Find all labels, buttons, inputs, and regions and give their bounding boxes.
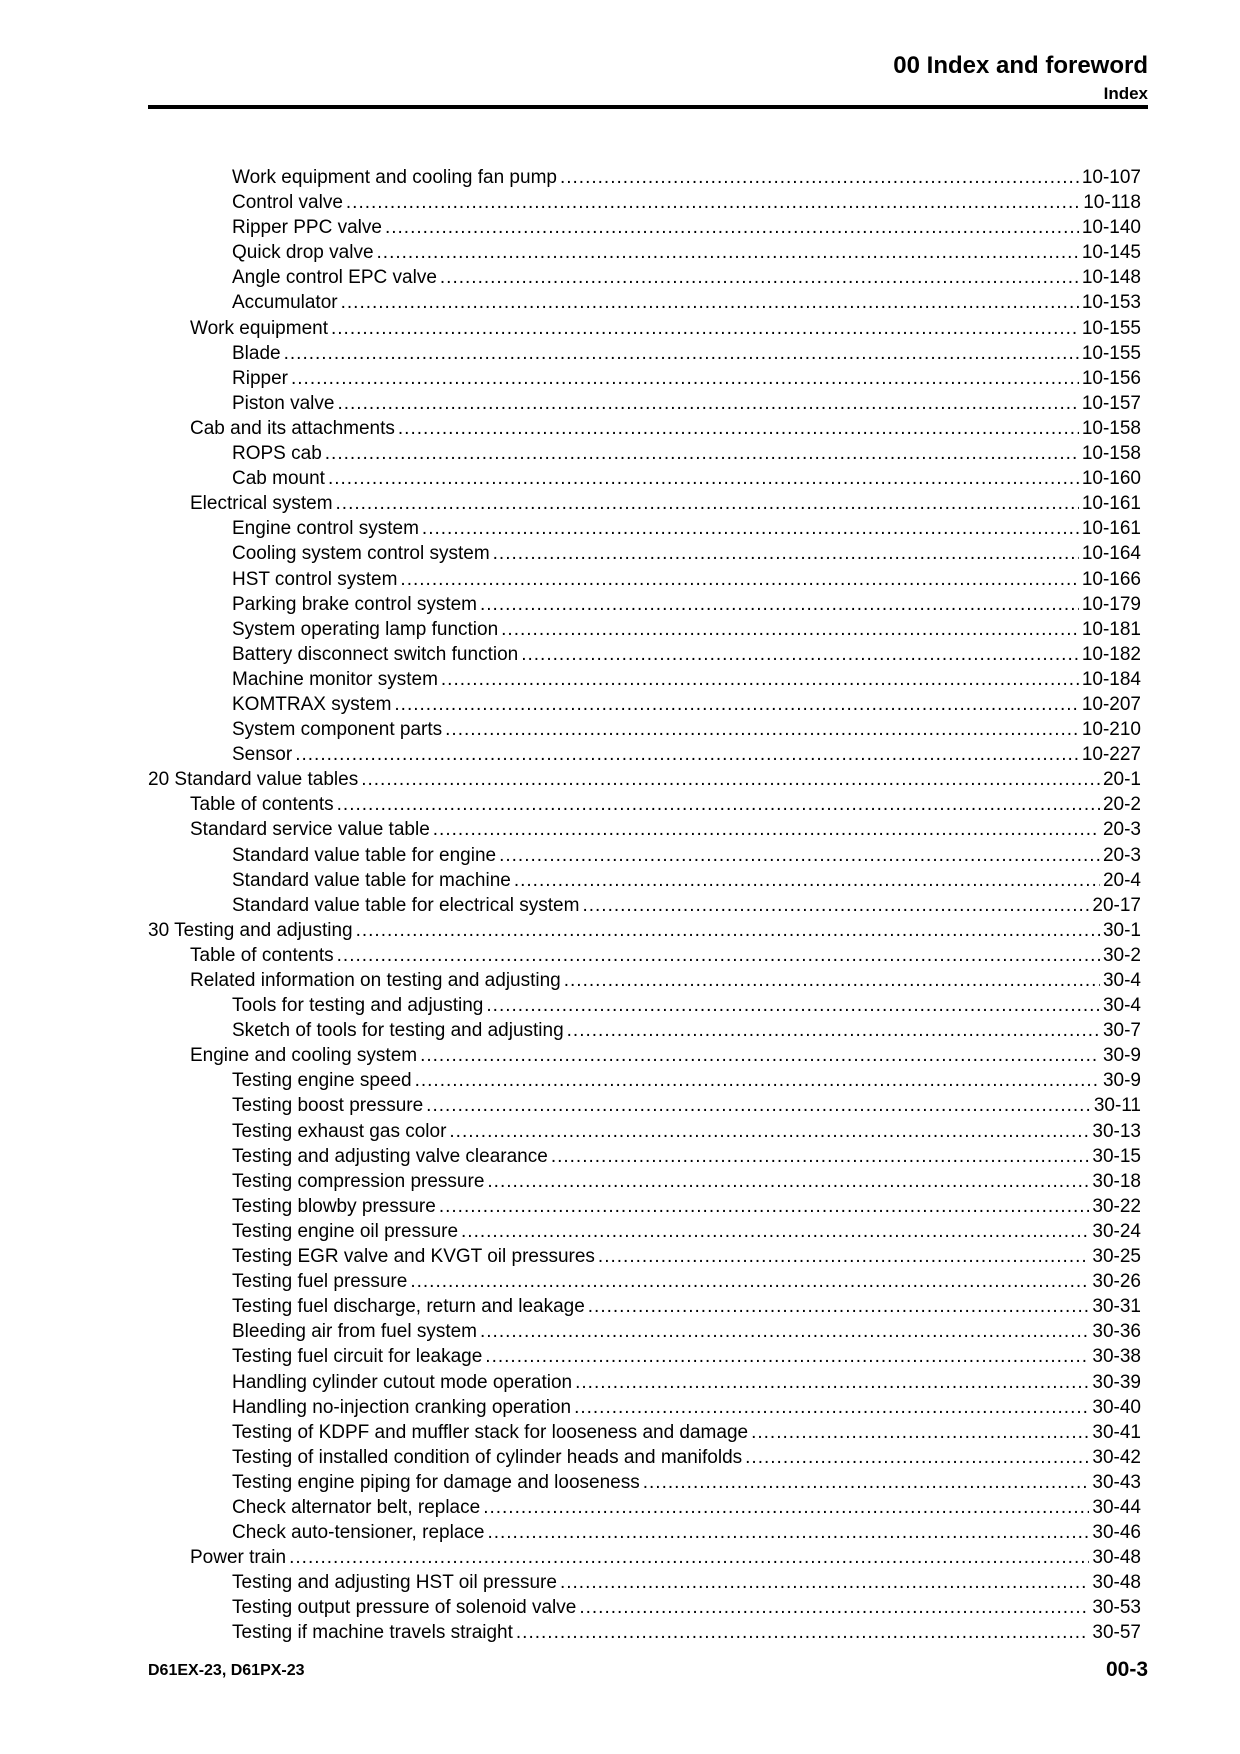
toc-entry-title: Ripper xyxy=(232,367,288,389)
toc-entry-page: 10-161 xyxy=(1081,493,1141,515)
toc-entry-page: 30-53 xyxy=(1092,1597,1141,1619)
toc-entry-page: 10-155 xyxy=(1081,317,1141,339)
machine-model: D61EX-23, D61PX-23 xyxy=(148,1662,305,1679)
toc-entry-title: Blade xyxy=(232,342,281,364)
toc-entry[interactable] xyxy=(148,1470,1141,1495)
toc-entry-title: Check auto-tensioner, replace xyxy=(232,1522,485,1544)
toc-entry-page: 30-39 xyxy=(1092,1371,1141,1393)
toc-entry-title: Bleeding air from fuel system xyxy=(232,1321,477,1343)
toc-entry-title: Testing fuel circuit for leakage xyxy=(232,1346,483,1368)
toc-entry-title: 20 Standard value tables xyxy=(148,769,359,791)
toc-entry-page: 10-181 xyxy=(1081,618,1141,640)
toc-entry-title: Testing of installed condition of cylinder heads and manifolds xyxy=(232,1446,743,1468)
toc-entry-page: 10-145 xyxy=(1081,242,1141,264)
toc-entry-page: 10-182 xyxy=(1081,643,1141,665)
toc-entry[interactable] xyxy=(148,1545,1141,1570)
dot-leader xyxy=(291,366,1079,391)
toc-entry[interactable] xyxy=(148,1018,1141,1043)
toc-entry-title: 30 Testing and adjusting xyxy=(148,919,353,941)
dot-leader xyxy=(420,1043,1100,1068)
toc-entry[interactable] xyxy=(148,1395,1141,1420)
dot-leader xyxy=(745,1445,1089,1470)
toc-entry[interactable] xyxy=(148,265,1141,290)
toc-entry-title: Cooling system control system xyxy=(232,543,490,565)
toc-entry-title: Testing exhaust gas color xyxy=(232,1120,447,1142)
toc-entry-page: 10-158 xyxy=(1081,443,1141,465)
toc-entry-page: 10-156 xyxy=(1081,367,1141,389)
toc-entry[interactable] xyxy=(148,1595,1141,1620)
toc-entry-page: 30-4 xyxy=(1102,995,1141,1017)
toc-entry-title: Quick drop valve xyxy=(232,242,374,264)
toc-entry-title: Engine control system xyxy=(232,518,419,540)
toc-entry-page: 30-42 xyxy=(1092,1446,1141,1468)
toc-entry[interactable] xyxy=(148,240,1141,265)
toc-entry-page: 30-11 xyxy=(1093,1095,1141,1117)
toc-entry-title: System operating lamp function xyxy=(232,618,499,640)
toc-entry-title: Testing fuel pressure xyxy=(232,1271,408,1293)
dot-leader xyxy=(337,391,1078,416)
toc-entry[interactable] xyxy=(148,541,1141,566)
dot-leader xyxy=(564,968,1100,993)
dot-leader xyxy=(579,1595,1089,1620)
toc-entry-title: Handling no-injection cranking operation xyxy=(232,1396,572,1418)
toc-entry[interactable] xyxy=(148,642,1141,667)
dot-leader xyxy=(514,868,1100,893)
dot-leader xyxy=(289,1545,1089,1570)
dot-leader xyxy=(567,1018,1100,1043)
toc-entry-title: Testing EGR valve and KVGT oil pressures xyxy=(232,1246,595,1268)
toc-entry-title: Related information on testing and adjusting xyxy=(190,970,561,991)
toc-entry[interactable] xyxy=(148,1495,1141,1520)
dot-leader xyxy=(426,1093,1091,1118)
toc-entry-page: 30-41 xyxy=(1092,1421,1141,1443)
toc-entry-page: 30-40 xyxy=(1092,1396,1141,1418)
toc-entry[interactable] xyxy=(148,290,1141,315)
toc-entry-title: Work equipment xyxy=(190,317,328,339)
dot-leader xyxy=(461,1219,1089,1244)
toc-entry-page: 10-153 xyxy=(1081,292,1141,314)
dot-leader xyxy=(493,541,1079,566)
toc-entry[interactable] xyxy=(148,717,1141,742)
toc-entry-page: 30-31 xyxy=(1092,1296,1141,1318)
toc-entry-title: Testing of KDPF and muffler stack for looseness and damage xyxy=(232,1421,749,1443)
toc-entry[interactable] xyxy=(148,968,1141,993)
toc-entry-page: 30-22 xyxy=(1092,1195,1141,1217)
dot-leader xyxy=(415,1068,1100,1093)
toc-entry[interactable] xyxy=(148,742,1141,767)
toc-entry-page: 20-4 xyxy=(1102,869,1141,891)
dot-leader xyxy=(445,717,1079,742)
toc-entry-page: 30-1 xyxy=(1102,919,1141,941)
dot-leader xyxy=(394,692,1078,717)
toc-entry-title: Standard value table for machine xyxy=(232,869,511,891)
dot-leader xyxy=(346,190,1080,215)
toc-entry[interactable] xyxy=(148,1620,1141,1645)
toc-entry[interactable] xyxy=(148,491,1141,516)
section-subtitle: Index xyxy=(1103,84,1148,103)
toc-entry-title: Testing engine speed xyxy=(232,1070,412,1092)
dot-leader xyxy=(487,1520,1089,1545)
dot-leader xyxy=(485,1344,1089,1369)
dot-leader xyxy=(398,416,1079,441)
dot-leader xyxy=(575,1370,1089,1395)
toc-entry-page: 20-1 xyxy=(1102,769,1141,791)
dot-leader xyxy=(499,843,1100,868)
dot-leader xyxy=(560,165,1079,190)
toc-entry[interactable] xyxy=(148,1169,1141,1194)
toc-entry-title: Testing and adjusting valve clearance xyxy=(232,1145,548,1167)
section-title: 00 Index and foreword xyxy=(893,52,1148,79)
dot-leader xyxy=(337,943,1100,968)
dot-leader xyxy=(400,567,1078,592)
toc-entry[interactable] xyxy=(148,1570,1141,1595)
toc-entry-title: Work equipment and cooling fan pump xyxy=(232,167,557,188)
toc-entry-title: Battery disconnect switch function xyxy=(232,643,519,665)
toc-entry-title: Standard value table for engine xyxy=(232,844,497,866)
toc-entry-page: 30-18 xyxy=(1092,1170,1141,1192)
toc-entry-page: 30-9 xyxy=(1102,1070,1141,1092)
toc-entry-title: Tools for testing and adjusting xyxy=(232,995,484,1017)
toc-entry-page: 20-3 xyxy=(1102,819,1141,841)
toc-entry[interactable] xyxy=(148,1344,1141,1369)
toc-entry-page: 10-227 xyxy=(1081,744,1141,766)
toc-entry[interactable] xyxy=(148,1119,1141,1144)
toc-entry-title: KOMTRAX system xyxy=(232,693,392,715)
dot-leader xyxy=(284,341,1079,366)
toc-entry[interactable] xyxy=(148,391,1141,416)
toc-entry-title: Engine and cooling system xyxy=(190,1045,418,1067)
dot-leader xyxy=(341,290,1079,315)
toc-entry[interactable] xyxy=(148,817,1141,842)
toc-entry-title: Testing output pressure of solenoid valve xyxy=(232,1597,577,1619)
toc-entry[interactable] xyxy=(148,792,1141,817)
toc-entry[interactable] xyxy=(148,592,1141,617)
dot-leader xyxy=(486,993,1100,1018)
toc-entry[interactable] xyxy=(148,1420,1141,1445)
dot-leader xyxy=(501,617,1079,642)
toc-entry-title: Testing engine oil pressure xyxy=(232,1220,459,1242)
toc-entry-page: 10-155 xyxy=(1081,342,1141,364)
toc-entry-page: 10-166 xyxy=(1081,568,1141,590)
toc-entry[interactable] xyxy=(148,1269,1141,1294)
dot-leader xyxy=(487,1169,1089,1194)
dot-leader xyxy=(643,1470,1090,1495)
toc-entry-title: Testing boost pressure xyxy=(232,1095,424,1117)
toc-entry-title: Accumulator xyxy=(232,292,338,314)
toc-entry-page: 30-57 xyxy=(1092,1622,1141,1644)
toc-entry-title: Sensor xyxy=(232,744,293,766)
toc-entry[interactable] xyxy=(148,918,1141,943)
toc-entry-page: 10-184 xyxy=(1081,668,1141,690)
toc-entry-title: Testing engine piping for damage and looseness xyxy=(232,1471,640,1493)
toc-entry-title: Cab and its attachments xyxy=(190,417,395,439)
dot-leader xyxy=(516,1620,1089,1645)
toc-entry-title: Testing blowby pressure xyxy=(232,1195,436,1217)
toc-entry[interactable] xyxy=(148,1244,1141,1269)
toc-entry-page: 10-161 xyxy=(1081,518,1141,540)
toc-entry-title: Testing and adjusting HST oil pressure xyxy=(232,1572,557,1594)
toc-entry-page: 30-24 xyxy=(1092,1220,1141,1242)
toc-entry[interactable] xyxy=(148,1068,1141,1093)
toc-entry-page: 10-164 xyxy=(1081,543,1141,565)
dot-leader xyxy=(325,441,1079,466)
dot-leader xyxy=(331,316,1079,341)
dot-leader xyxy=(582,893,1089,918)
toc-entry[interactable] xyxy=(148,1520,1141,1545)
toc-entry-page: 30-13 xyxy=(1092,1120,1141,1142)
toc-entry-title: Piston valve xyxy=(232,392,335,414)
toc-entry[interactable] xyxy=(148,516,1141,541)
toc-entry[interactable] xyxy=(148,1144,1141,1169)
dot-leader xyxy=(441,667,1079,692)
toc-entry-title: Control valve xyxy=(232,192,343,214)
toc-entry-page: 10-207 xyxy=(1081,693,1141,715)
toc-entry-page: 30-9 xyxy=(1102,1045,1141,1067)
dot-leader xyxy=(551,1144,1090,1169)
dot-leader xyxy=(295,742,1079,767)
toc-entry-page: 10-107 xyxy=(1081,167,1141,188)
dot-leader xyxy=(588,1294,1090,1319)
toc-entry[interactable] xyxy=(148,1294,1141,1319)
toc-entry[interactable] xyxy=(148,993,1141,1018)
toc-entry[interactable] xyxy=(148,215,1141,240)
toc-entry-title: Angle control EPC valve xyxy=(232,267,437,289)
toc-entry[interactable] xyxy=(148,366,1141,391)
toc-entry[interactable] xyxy=(148,1319,1141,1344)
toc-entry-page: 30-48 xyxy=(1092,1547,1141,1569)
toc-entry[interactable] xyxy=(148,1219,1141,1244)
toc-entry[interactable] xyxy=(148,316,1141,341)
toc-entry-title: Standard value table for electrical system xyxy=(232,894,580,916)
dot-leader xyxy=(574,1395,1089,1420)
toc-entry-title: Electrical system xyxy=(190,493,333,515)
toc-entry-title: ROPS cab xyxy=(232,443,322,465)
toc-entry[interactable] xyxy=(148,1194,1141,1219)
toc-entry[interactable] xyxy=(148,868,1141,893)
toc-entry-title: Testing compression pressure xyxy=(232,1170,485,1192)
toc-entry-page: 30-43 xyxy=(1092,1471,1141,1493)
toc-entry-page: 30-44 xyxy=(1092,1496,1141,1518)
toc-entry-title: Cab mount xyxy=(232,468,325,490)
dot-leader xyxy=(521,642,1079,667)
dot-leader xyxy=(433,817,1100,842)
toc-entry[interactable] xyxy=(148,1370,1141,1395)
toc-entry-page: 30-48 xyxy=(1092,1572,1141,1594)
toc-entry[interactable] xyxy=(148,943,1141,968)
toc-entry[interactable] xyxy=(148,466,1141,491)
dot-leader xyxy=(336,491,1079,516)
toc-entry-title: Ripper PPC valve xyxy=(232,217,382,239)
toc-entry-page: 10-179 xyxy=(1081,593,1141,615)
dot-leader xyxy=(422,516,1079,541)
toc-entry-title: Check alternator belt, replace xyxy=(232,1496,481,1518)
toc-entry[interactable] xyxy=(148,341,1141,366)
toc-entry-title: Testing fuel discharge, return and leakage xyxy=(232,1296,585,1318)
toc-entry-title: HST control system xyxy=(232,568,398,590)
toc-entry-title: Table of contents xyxy=(190,794,334,816)
dot-leader xyxy=(385,215,1079,240)
toc-entry[interactable] xyxy=(148,567,1141,592)
dot-leader xyxy=(751,1420,1089,1445)
dot-leader xyxy=(560,1570,1089,1595)
toc-entry-page: 20-2 xyxy=(1102,794,1141,816)
dot-leader xyxy=(377,240,1079,265)
toc-entry[interactable] xyxy=(148,893,1141,918)
dot-leader xyxy=(449,1119,1089,1144)
toc-entry-page: 30-25 xyxy=(1092,1246,1141,1268)
page-number: 00-3 xyxy=(1105,1658,1148,1681)
toc-entry-page: 10-140 xyxy=(1081,217,1141,239)
toc-entry-page: 10-118 xyxy=(1083,192,1141,214)
toc-entry-title: System component parts xyxy=(232,719,443,741)
toc-entry[interactable] xyxy=(148,1043,1141,1068)
toc-entry[interactable] xyxy=(148,165,1141,190)
toc-entry-page: 30-38 xyxy=(1092,1346,1141,1368)
dot-leader xyxy=(440,265,1079,290)
dot-leader xyxy=(483,1495,1089,1520)
toc-entry-title: Standard service value table xyxy=(190,819,430,841)
dot-leader xyxy=(480,592,1079,617)
toc-entry[interactable] xyxy=(148,843,1141,868)
toc-entry-page: 10-158 xyxy=(1081,417,1141,439)
dot-leader xyxy=(356,918,1100,943)
toc-entry-page: 30-2 xyxy=(1102,944,1141,966)
dot-leader xyxy=(598,1244,1089,1269)
toc-entry-page: 30-4 xyxy=(1102,970,1141,991)
header-divider xyxy=(148,105,1148,109)
dot-leader xyxy=(361,767,1100,792)
toc-entry-page: 30-7 xyxy=(1102,1020,1141,1042)
toc-entry[interactable] xyxy=(148,667,1141,692)
dot-leader xyxy=(410,1269,1089,1294)
toc-entry[interactable] xyxy=(148,416,1141,441)
toc-entry-title: Handling cylinder cutout mode operation xyxy=(232,1371,573,1393)
toc-entry[interactable] xyxy=(148,617,1141,642)
toc-entry-page: 10-210 xyxy=(1081,719,1141,741)
toc-entry-page: 20-17 xyxy=(1092,894,1141,916)
toc-entry-page: 30-46 xyxy=(1092,1522,1141,1544)
toc-entry[interactable] xyxy=(148,190,1141,215)
toc-entry-page: 10-157 xyxy=(1081,392,1141,414)
toc-entry-page: 10-148 xyxy=(1081,267,1141,289)
toc-entry[interactable] xyxy=(148,441,1141,466)
toc-entry[interactable] xyxy=(148,692,1141,717)
toc-entry[interactable] xyxy=(148,767,1141,792)
toc-entry-page: 30-15 xyxy=(1092,1145,1141,1167)
toc-entry-title: Parking brake control system xyxy=(232,593,477,615)
toc-entry-title: Sketch of tools for testing and adjusting xyxy=(232,1020,564,1042)
dot-leader xyxy=(439,1194,1090,1219)
toc-entry-title: Testing if machine travels straight xyxy=(232,1622,513,1644)
toc-entry-page: 30-26 xyxy=(1092,1271,1141,1293)
dot-leader xyxy=(328,466,1079,491)
toc-entry-title: Table of contents xyxy=(190,944,334,966)
toc-entry-page: 30-36 xyxy=(1092,1321,1141,1343)
toc-entry-page: 10-160 xyxy=(1081,468,1141,490)
dot-leader xyxy=(480,1319,1089,1344)
toc-entry[interactable] xyxy=(148,1093,1141,1118)
dot-leader xyxy=(337,792,1100,817)
toc-entry-title: Machine monitor system xyxy=(232,668,438,690)
toc-entry[interactable] xyxy=(148,1445,1141,1470)
table-of-contents xyxy=(148,165,1141,1646)
toc-entry-title: Power train xyxy=(190,1547,287,1569)
toc-entry-page: 20-3 xyxy=(1102,844,1141,866)
